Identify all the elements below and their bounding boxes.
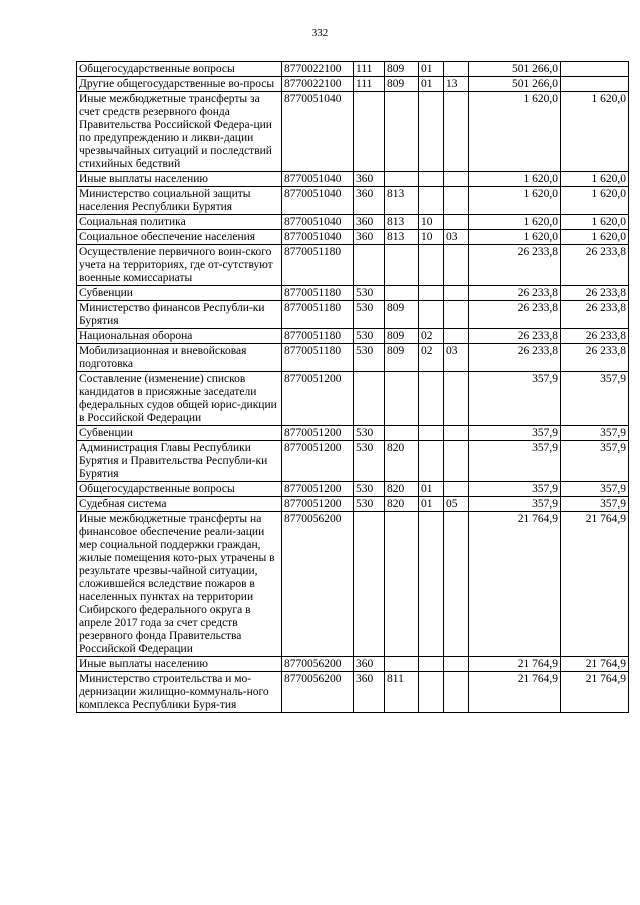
table-row [77, 657, 629, 672]
row-sum1-cell: 21 764,9 [469, 512, 561, 657]
row-code-cell: 8770051040 [282, 230, 354, 245]
row-code-cell: 8770051040 [282, 215, 354, 230]
row-gr-cell [385, 172, 419, 187]
row-pr-cell [444, 441, 469, 482]
row-vr-cell: 111 [354, 62, 385, 77]
row-sum2-cell: 26 233,8 [561, 286, 629, 301]
row-name-cell: Осуществление первичного воин-ского учета на территориях, где от-сутствуют военные комиссариаты [77, 245, 282, 286]
row-gr-cell: 820 [385, 441, 419, 482]
row-pr-cell: 13 [444, 77, 469, 92]
budget-table [76, 61, 629, 713]
row-gr-cell: 809 [385, 62, 419, 77]
row-name-cell: Национальная оборона [77, 329, 282, 344]
row-name-cell: Субвенции [77, 426, 282, 441]
table-row [77, 286, 629, 301]
row-code-cell: 8770051200 [282, 426, 354, 441]
row-pr-cell [444, 172, 469, 187]
row-sum1-cell: 357,9 [469, 426, 561, 441]
row-sum2-cell: 357,9 [561, 482, 629, 497]
row-name-cell: Иные выплаты населению [77, 172, 282, 187]
row-gr-cell: 809 [385, 329, 419, 344]
row-rz-cell [419, 187, 444, 215]
row-name-cell: Иные выплаты населению [77, 657, 282, 672]
row-code-cell: 8770051180 [282, 301, 354, 329]
row-pr-cell [444, 215, 469, 230]
row-vr-cell [354, 92, 385, 172]
row-sum1-cell: 26 233,8 [469, 245, 561, 286]
row-sum1-cell: 26 233,8 [469, 329, 561, 344]
row-code-cell: 8770051200 [282, 482, 354, 497]
row-name-cell: Министерство строительства и мо-дернизации жилищно-коммуналь-ного комплекса Республики Буря-тия [77, 672, 282, 713]
row-pr-cell [444, 62, 469, 77]
row-sum2-cell: 357,9 [561, 441, 629, 482]
table-row [77, 92, 629, 172]
row-gr-cell: 820 [385, 482, 419, 497]
row-vr-cell: 360 [354, 215, 385, 230]
row-sum1-cell: 357,9 [469, 372, 561, 426]
row-gr-cell: 809 [385, 301, 419, 329]
row-rz-cell [419, 657, 444, 672]
row-gr-cell: 813 [385, 230, 419, 245]
row-vr-cell: 530 [354, 329, 385, 344]
row-pr-cell: 03 [444, 344, 469, 372]
row-rz-cell [419, 426, 444, 441]
row-name-cell: Социальное обеспечение населения [77, 230, 282, 245]
table-row [77, 77, 629, 92]
row-pr-cell [444, 672, 469, 713]
row-sum2-cell: 26 233,8 [561, 245, 629, 286]
row-vr-cell: 530 [354, 482, 385, 497]
row-sum2-cell: 26 233,8 [561, 344, 629, 372]
row-pr-cell [444, 512, 469, 657]
row-code-cell: 8770051180 [282, 329, 354, 344]
row-gr-cell: 811 [385, 672, 419, 713]
row-sum1-cell: 357,9 [469, 497, 561, 512]
row-pr-cell [444, 329, 469, 344]
row-sum2-cell: 357,9 [561, 426, 629, 441]
row-sum2-cell: 1 620,0 [561, 187, 629, 215]
row-gr-cell [385, 286, 419, 301]
row-code-cell: 8770056200 [282, 672, 354, 713]
row-pr-cell [444, 426, 469, 441]
row-vr-cell: 530 [354, 286, 385, 301]
row-rz-cell: 02 [419, 329, 444, 344]
table-row [77, 426, 629, 441]
row-vr-cell: 360 [354, 657, 385, 672]
row-rz-cell: 01 [419, 62, 444, 77]
table-row [77, 672, 629, 713]
budget-table-body [77, 62, 629, 713]
row-gr-cell: 813 [385, 187, 419, 215]
row-name-cell: Министерство финансов Республи-ки Бурятия [77, 301, 282, 329]
table-row [77, 497, 629, 512]
row-sum2-cell: 1 620,0 [561, 92, 629, 172]
row-vr-cell: 530 [354, 441, 385, 482]
table-row [77, 187, 629, 215]
row-rz-cell: 01 [419, 497, 444, 512]
table-row [77, 215, 629, 230]
table-row [77, 301, 629, 329]
row-sum1-cell: 1 620,0 [469, 187, 561, 215]
row-rz-cell [419, 92, 444, 172]
row-code-cell: 8770056200 [282, 512, 354, 657]
row-rz-cell: 02 [419, 344, 444, 372]
row-gr-cell: 813 [385, 215, 419, 230]
row-name-cell: Составление (изменение) списков кандидатов в присяжные заседатели федеральных судов общей юрис-дикции в Российской Федерации [77, 372, 282, 426]
row-gr-cell: 809 [385, 344, 419, 372]
table-row [77, 245, 629, 286]
row-name-cell: Социальная политика [77, 215, 282, 230]
row-gr-cell [385, 657, 419, 672]
row-rz-cell: 10 [419, 230, 444, 245]
row-name-cell: Другие общегосударственные во-просы [77, 77, 282, 92]
row-sum2-cell: 1 620,0 [561, 172, 629, 187]
row-gr-cell [385, 426, 419, 441]
row-name-cell: Администрация Главы Республики Бурятия и Правительства Республи-ки Бурятия [77, 441, 282, 482]
row-sum1-cell: 21 764,9 [469, 657, 561, 672]
row-sum1-cell: 1 620,0 [469, 92, 561, 172]
row-sum2-cell: 26 233,8 [561, 301, 629, 329]
row-name-cell: Иные межбюджетные трансферты на финансовое обеспечение реали-зации мер социальной поддержки граждан, жилые помещения кото-рых утрачены в результате чрезвы-чайной ситуации, сложившейся вследствие пожаров в населенных пунктах на территории Сибирского федерального округа в апреле 2017 года за счет средств резервного фонда Правительства Российской Федерации [77, 512, 282, 657]
row-code-cell: 8770051200 [282, 441, 354, 482]
row-sum1-cell: 26 233,8 [469, 344, 561, 372]
row-gr-cell [385, 92, 419, 172]
row-sum1-cell: 501 266,0 [469, 77, 561, 92]
row-gr-cell: 820 [385, 497, 419, 512]
row-sum2-cell [561, 62, 629, 77]
row-sum1-cell: 357,9 [469, 441, 561, 482]
row-vr-cell: 360 [354, 172, 385, 187]
row-pr-cell [444, 286, 469, 301]
row-sum2-cell [561, 77, 629, 92]
row-name-cell: Мобилизационная и вневойсковая подготовка [77, 344, 282, 372]
row-pr-cell: 03 [444, 230, 469, 245]
row-code-cell: 8770051040 [282, 172, 354, 187]
row-code-cell: 8770051180 [282, 245, 354, 286]
row-sum1-cell: 1 620,0 [469, 215, 561, 230]
row-vr-cell: 530 [354, 426, 385, 441]
table-row [77, 512, 629, 657]
row-pr-cell [444, 372, 469, 426]
row-sum2-cell: 357,9 [561, 372, 629, 426]
row-pr-cell [444, 482, 469, 497]
row-vr-cell [354, 512, 385, 657]
table-row [77, 441, 629, 482]
table-row [77, 482, 629, 497]
row-sum1-cell: 501 266,0 [469, 62, 561, 77]
row-vr-cell: 360 [354, 672, 385, 713]
row-pr-cell [444, 187, 469, 215]
row-sum1-cell: 26 233,8 [469, 286, 561, 301]
row-sum2-cell: 1 620,0 [561, 230, 629, 245]
row-vr-cell: 530 [354, 301, 385, 329]
row-sum1-cell: 357,9 [469, 482, 561, 497]
row-name-cell: Судебная система [77, 497, 282, 512]
row-sum1-cell: 26 233,8 [469, 301, 561, 329]
row-vr-cell [354, 245, 385, 286]
row-gr-cell [385, 372, 419, 426]
row-gr-cell [385, 512, 419, 657]
table-row [77, 172, 629, 187]
row-vr-cell: 360 [354, 230, 385, 245]
row-rz-cell: 01 [419, 482, 444, 497]
row-name-cell: Иные межбюджетные трансферты за счет средств резервного фонда Правительства Российской Федера-ции по предупреждению и ликви-дации чрезвычайных ситуаций и последствий стихийных бедствий [77, 92, 282, 172]
row-vr-cell [354, 372, 385, 426]
row-vr-cell: 111 [354, 77, 385, 92]
row-rz-cell [419, 372, 444, 426]
row-sum2-cell: 357,9 [561, 497, 629, 512]
row-name-cell: Общегосударственные вопросы [77, 482, 282, 497]
row-pr-cell [444, 245, 469, 286]
row-sum2-cell: 21 764,9 [561, 657, 629, 672]
row-pr-cell [444, 657, 469, 672]
page-number: 332 [311, 27, 329, 39]
row-rz-cell [419, 512, 444, 657]
row-pr-cell [444, 92, 469, 172]
row-sum2-cell: 26 233,8 [561, 329, 629, 344]
row-pr-cell: 05 [444, 497, 469, 512]
row-gr-cell [385, 245, 419, 286]
row-sum1-cell: 1 620,0 [469, 230, 561, 245]
row-vr-cell: 530 [354, 344, 385, 372]
table-row [77, 62, 629, 77]
row-rz-cell: 10 [419, 215, 444, 230]
row-sum1-cell: 21 764,9 [469, 672, 561, 713]
row-rz-cell [419, 172, 444, 187]
table-row [77, 372, 629, 426]
row-sum2-cell: 1 620,0 [561, 215, 629, 230]
table-row [77, 230, 629, 245]
row-rz-cell [419, 286, 444, 301]
row-code-cell: 8770051200 [282, 497, 354, 512]
row-rz-cell [419, 441, 444, 482]
row-pr-cell [444, 301, 469, 329]
row-rz-cell [419, 672, 444, 713]
row-sum2-cell: 21 764,9 [561, 512, 629, 657]
row-sum1-cell: 1 620,0 [469, 172, 561, 187]
row-code-cell: 8770056200 [282, 657, 354, 672]
row-code-cell: 8770051040 [282, 187, 354, 215]
row-rz-cell: 01 [419, 77, 444, 92]
row-code-cell: 8770051200 [282, 372, 354, 426]
row-code-cell: 8770022100 [282, 62, 354, 77]
row-code-cell: 8770051040 [282, 92, 354, 172]
row-code-cell: 8770051180 [282, 344, 354, 372]
row-code-cell: 8770022100 [282, 77, 354, 92]
row-gr-cell: 809 [385, 77, 419, 92]
table-row [77, 344, 629, 372]
row-vr-cell: 360 [354, 187, 385, 215]
row-sum2-cell: 21 764,9 [561, 672, 629, 713]
row-name-cell: Общегосударственные вопросы [77, 62, 282, 77]
row-name-cell: Субвенции [77, 286, 282, 301]
table-row [77, 329, 629, 344]
row-code-cell: 8770051180 [282, 286, 354, 301]
row-rz-cell [419, 301, 444, 329]
row-vr-cell: 530 [354, 497, 385, 512]
row-rz-cell [419, 245, 444, 286]
row-name-cell: Министерство социальной защиты населения Республики Бурятия [77, 187, 282, 215]
